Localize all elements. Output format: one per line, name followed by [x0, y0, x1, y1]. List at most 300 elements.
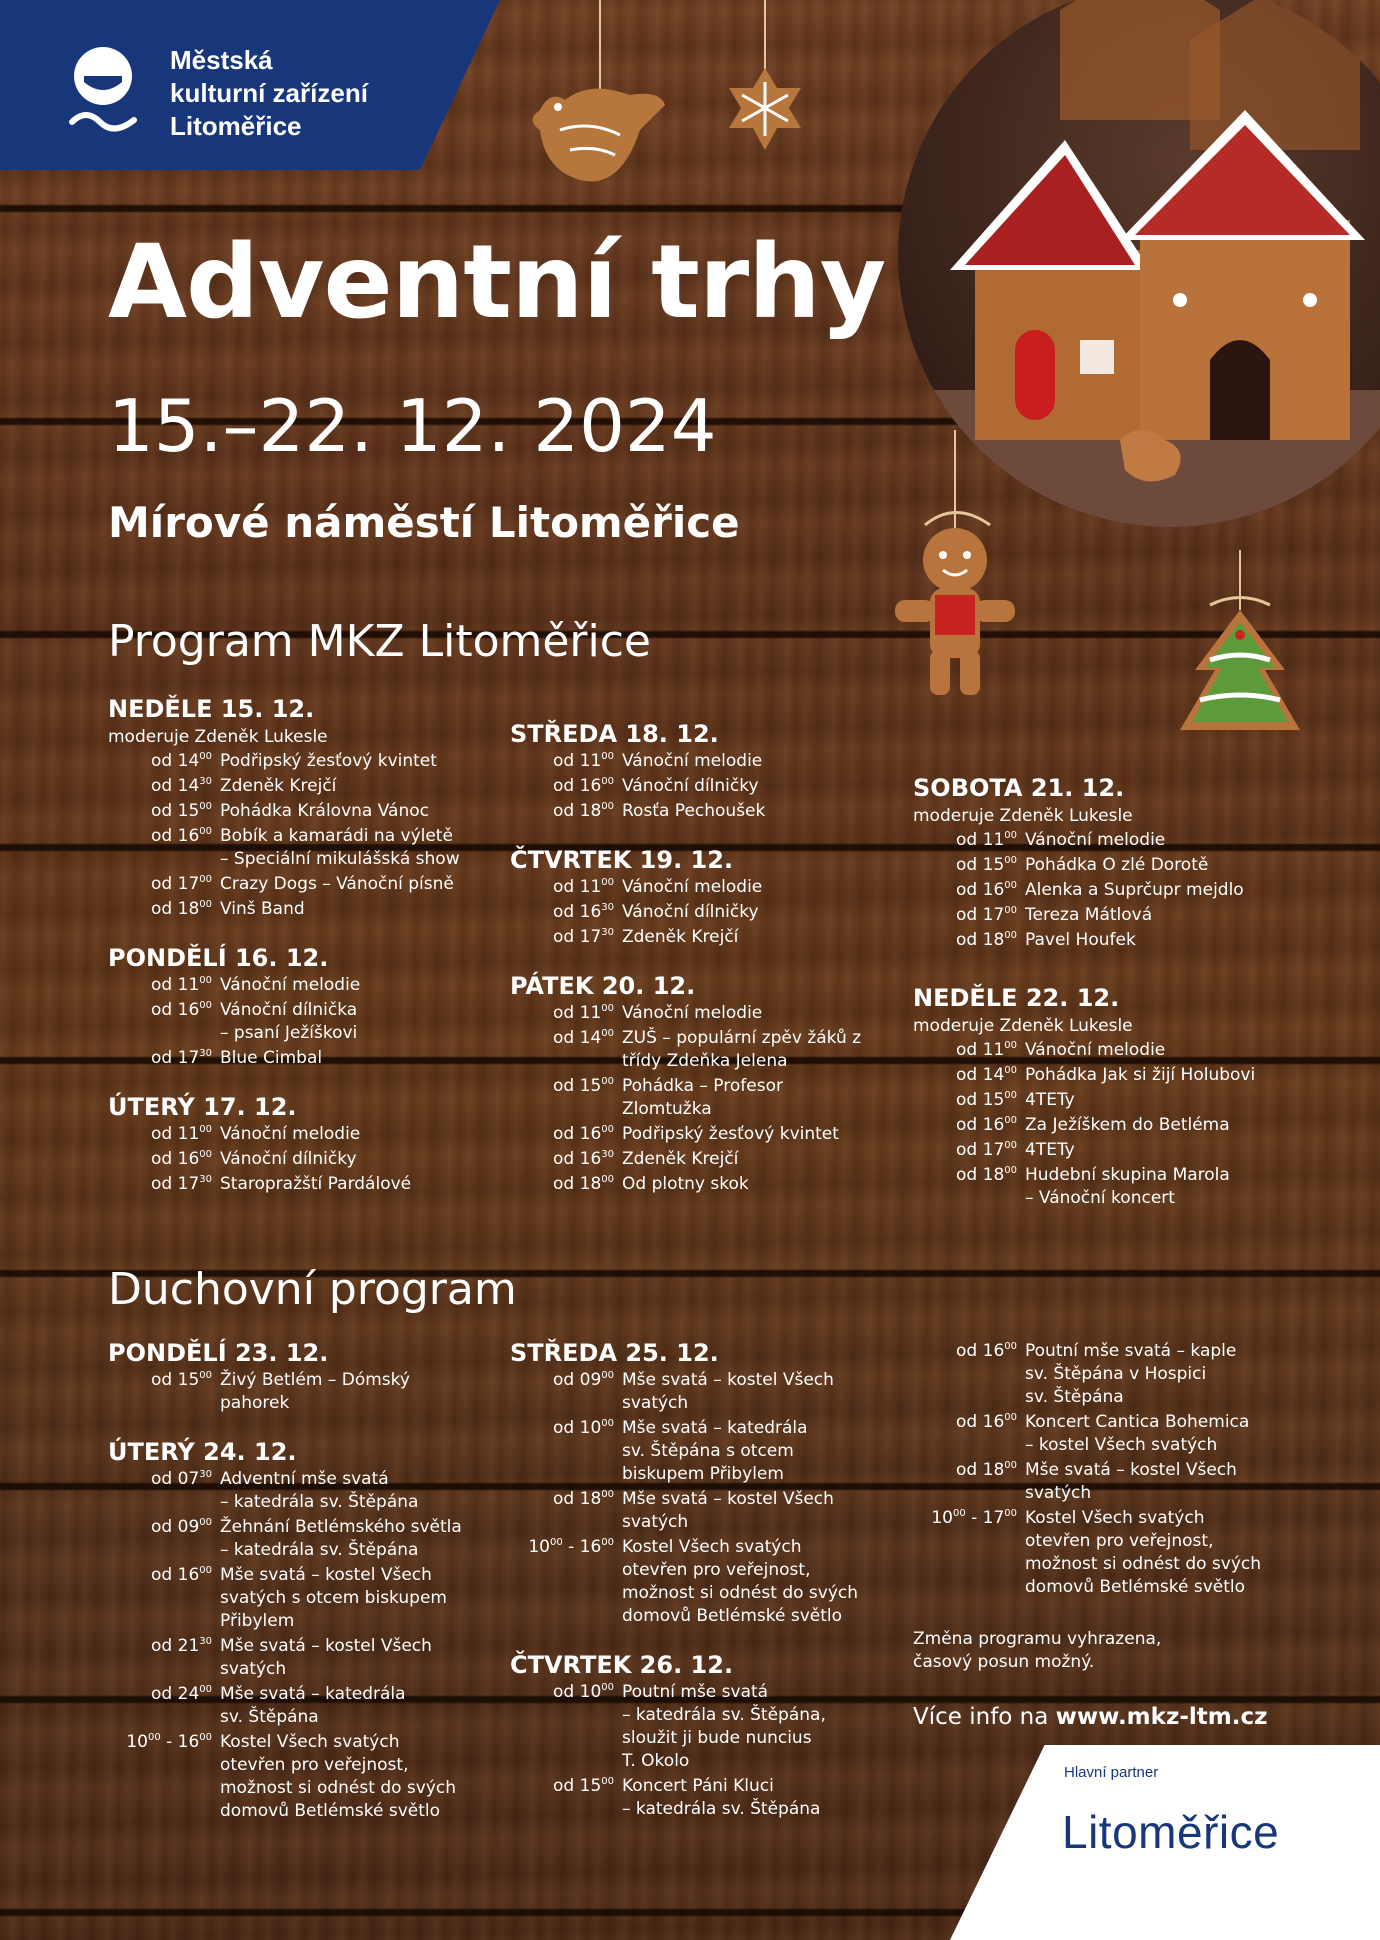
- event-time-hour: od 10: [553, 1682, 602, 1702]
- organizer-name-line3: Litoměřice: [170, 111, 302, 141]
- event-time: [913, 1459, 1025, 1505]
- event-time: [913, 1039, 1025, 1062]
- event-time-minute: 00: [601, 1174, 614, 1185]
- event-row: [913, 1089, 1308, 1112]
- event-venue: Mírové náměstí Litoměřice: [108, 498, 740, 547]
- event-time-minute: 00: [601, 1003, 614, 1014]
- event-row: [510, 1536, 905, 1628]
- event-time: [510, 1075, 622, 1121]
- program-column-2: [510, 719, 905, 1218]
- day-block: [108, 1437, 503, 1823]
- event-time-minute: 00: [1004, 905, 1017, 916]
- event-time-minute: 00: [199, 826, 212, 837]
- event-row: [510, 1369, 905, 1415]
- event-time-hour: od 15: [151, 801, 200, 821]
- event-time-hour: od 11: [553, 751, 602, 771]
- day-heading: STŘEDA 25. 12.: [510, 1339, 719, 1367]
- program-column-3: [913, 773, 1308, 974]
- event-time-hour: od 18: [553, 1174, 602, 1194]
- event-row: [108, 1683, 503, 1729]
- event-time-hour: od 15: [956, 855, 1005, 875]
- event-description: Alenka a Suprčupr mejdlo: [1025, 880, 1244, 900]
- event-row: [510, 1123, 905, 1146]
- event-time: [108, 974, 220, 997]
- event-time-hour: od 11: [151, 975, 200, 995]
- event-time: [913, 929, 1025, 952]
- event-time-minute: 30: [199, 776, 212, 787]
- partner-label: Hlavní partner: [1064, 1764, 1159, 1781]
- event-time: [108, 1173, 220, 1196]
- event-row: [108, 1468, 503, 1514]
- event-row: [108, 750, 503, 773]
- event-row: [510, 1075, 905, 1121]
- event-row: [510, 901, 905, 924]
- event-description: Hudební skupina Marola – Vánoční koncert: [1025, 1165, 1230, 1208]
- event-description: Pohádka O zlé Dorotě: [1025, 855, 1209, 875]
- event-row: [913, 1114, 1308, 1137]
- event-time-hour: od 07: [151, 1469, 200, 1489]
- event-time: [108, 898, 220, 921]
- day-block: [510, 971, 905, 1196]
- event-time-hour: 10: [528, 1537, 550, 1557]
- day-heading: SOBOTA 21. 12.: [913, 774, 1125, 802]
- event-time-minute: 30: [199, 1174, 212, 1185]
- event-time-minute: 00: [1004, 1065, 1017, 1076]
- organizer-name-line1: Městská: [170, 45, 273, 75]
- event-description: Vinš Band: [220, 899, 305, 919]
- event-time: [510, 775, 622, 798]
- event-description: Vánoční melodie: [1025, 1040, 1166, 1060]
- event-row: [510, 1148, 905, 1171]
- day-heading: PONDĚLÍ 16. 12.: [108, 944, 329, 972]
- event-time-minute: 00: [601, 1076, 614, 1087]
- event-time-hour: od 16: [151, 1149, 200, 1169]
- day-heading: ČTVRTEK 26. 12.: [510, 1651, 734, 1679]
- event-description: Zdeněk Krejčí: [622, 1149, 739, 1169]
- event-time-minute: 00: [199, 874, 212, 885]
- day-heading: ÚTERÝ 24. 12.: [108, 1438, 297, 1466]
- event-time: [108, 1148, 220, 1171]
- event-time-minute: 00: [1004, 855, 1017, 866]
- event-time-hour: od 17: [151, 1174, 200, 1194]
- event-time-hour: od 09: [553, 1370, 602, 1390]
- event-row: [510, 1027, 905, 1073]
- program-change-notice: Změna programu vyhrazena, časový posun možný.: [913, 1629, 1162, 1672]
- event-time: [510, 1681, 622, 1773]
- event-time-end-minute: 00: [199, 1732, 212, 1743]
- event-time: [108, 825, 220, 871]
- day-block: [108, 1092, 503, 1196]
- event-time: [913, 1411, 1025, 1457]
- event-description: Mše svatá – kostel Všech svatých s otcem biskupem Přibylem: [220, 1565, 447, 1631]
- event-time-end-minute: 00: [1004, 1508, 1017, 1519]
- event-time: [510, 1417, 622, 1486]
- event-row: [913, 1039, 1308, 1062]
- event-time-hour: od 14: [553, 1028, 602, 1048]
- event-time-hour: od 18: [553, 801, 602, 821]
- event-time: [108, 1468, 220, 1514]
- event-row: [510, 1681, 905, 1773]
- event-time-hour: od 17: [956, 905, 1005, 925]
- event-row: [913, 879, 1308, 902]
- event-row: [913, 929, 1308, 952]
- event-time-hour: od 14: [151, 776, 200, 796]
- day-block: [510, 845, 905, 949]
- event-row: [913, 1411, 1308, 1457]
- moderator-line: moderuje Zdeněk Lukesle: [913, 1016, 1133, 1036]
- event-time-hour: od 16: [151, 1000, 200, 1020]
- event-time-minute: 00: [952, 1508, 966, 1519]
- event-row: [108, 1173, 503, 1196]
- event-time-hour: od 18: [151, 899, 200, 919]
- event-time-hour: od 17: [151, 874, 200, 894]
- event-time-minute: 00: [199, 1684, 212, 1695]
- event-description: Crazy Dogs – Vánoční písně: [220, 874, 454, 894]
- website-link[interactable]: www.mkz-ltm.cz: [1055, 1704, 1268, 1730]
- event-description: Koncert Cantica Bohemica – kostel Všech svatých: [1025, 1412, 1250, 1455]
- event-time: [510, 1775, 622, 1821]
- event-time: [108, 1047, 220, 1070]
- event-time-minute: 00: [601, 801, 614, 812]
- event-time-minute: 00: [601, 1028, 614, 1039]
- event-row: [108, 873, 503, 896]
- day-heading: ÚTERÝ 17. 12.: [108, 1093, 297, 1121]
- event-row: [913, 1164, 1308, 1210]
- event-description: Mše svatá – kostel Všech svatých: [1025, 1460, 1237, 1503]
- event-time: [108, 1683, 220, 1729]
- event-time: [913, 829, 1025, 852]
- event-time-hour: od 16: [553, 1124, 602, 1144]
- event-time-hour: od 16: [956, 1412, 1005, 1432]
- event-description: Živý Betlém – Dómský pahorek: [220, 1370, 410, 1413]
- event-time-end-minute: 00: [601, 1537, 614, 1548]
- event-time-end-hour: - 16: [160, 1732, 200, 1752]
- event-time-minute: 00: [147, 1732, 161, 1743]
- event-time: [510, 1027, 622, 1073]
- event-time-hour: od 17: [553, 927, 602, 947]
- event-time: [913, 1507, 1025, 1599]
- spiritual-column-2: [510, 1338, 905, 1843]
- event-title: Adventní trhy: [108, 223, 886, 342]
- event-time: [913, 879, 1025, 902]
- event-time: [913, 1139, 1025, 1162]
- more-info-prefix: Více info na: [913, 1704, 1056, 1730]
- event-time-hour: od 11: [553, 877, 602, 897]
- day-block: [108, 694, 503, 921]
- event-time-hour: od 10: [553, 1418, 602, 1438]
- event-time: [108, 800, 220, 823]
- event-description: Vánoční melodie: [220, 975, 361, 995]
- event-row: [108, 1369, 503, 1415]
- event-description: Rosťa Pechoušek: [622, 801, 766, 821]
- event-time-minute: 30: [601, 927, 614, 938]
- event-time-minute: 00: [1004, 1115, 1017, 1126]
- event-row: [913, 1459, 1308, 1505]
- event-time-hour: od 16: [151, 1565, 200, 1585]
- event-row: [510, 800, 905, 823]
- organizer-name-line2: kulturní zařízení: [170, 78, 368, 108]
- event-description: Poutní mše svatá – kaple sv. Štěpána v Hospici sv. Štěpána: [1025, 1341, 1237, 1407]
- event-description: Kostel Všech svatých otevřen pro veřejnost, možnost si odnést do svých domovů Betlémské světlo: [622, 1537, 859, 1626]
- event-description: Koncert Páni Kluci – katedrála sv. Štěpána: [622, 1776, 821, 1819]
- event-row: [108, 974, 503, 997]
- event-time-minute: 00: [199, 1565, 212, 1576]
- event-time-minute: 00: [601, 1418, 614, 1429]
- event-dates: 15.–22. 12. 2024: [108, 384, 717, 468]
- moderator-line: moderuje Zdeněk Lukesle: [108, 727, 328, 747]
- event-time-minute: 00: [199, 899, 212, 910]
- event-description: 4TETy: [1025, 1090, 1075, 1110]
- event-row: [108, 898, 503, 921]
- program-section-title: Program MKZ Litoměřice: [108, 616, 651, 667]
- event-time-hour: od 16: [956, 1341, 1005, 1361]
- event-description: Blue Cimbal: [220, 1048, 323, 1068]
- event-time: [510, 1148, 622, 1171]
- day-block: [913, 773, 1308, 952]
- event-description: Pohádka Královna Vánoc: [220, 801, 429, 821]
- event-row: [108, 999, 503, 1045]
- event-time-hour: od 18: [956, 1460, 1005, 1480]
- event-time-minute: 00: [601, 1489, 614, 1500]
- event-time-hour: od 21: [151, 1636, 200, 1656]
- event-time: [108, 775, 220, 798]
- event-time-minute: 30: [601, 1149, 614, 1160]
- event-time-hour: od 11: [151, 1124, 200, 1144]
- event-row: [510, 1173, 905, 1196]
- more-info: [913, 1704, 1267, 1730]
- event-time-minute: 00: [1004, 880, 1017, 891]
- event-time-minute: 00: [601, 751, 614, 762]
- event-description: Vánoční melodie: [1025, 830, 1166, 850]
- day-block: [108, 1338, 503, 1415]
- day-block: [510, 1338, 905, 1628]
- day-heading: ČTVRTEK 19. 12.: [510, 846, 734, 874]
- event-time: [510, 1002, 622, 1025]
- mkz-logo-icon: [68, 46, 138, 136]
- event-time-hour: od 18: [956, 1165, 1005, 1185]
- event-time-minute: 00: [199, 1517, 212, 1528]
- day-heading: STŘEDA 18. 12.: [510, 720, 719, 748]
- event-time-hour: od 17: [956, 1140, 1005, 1160]
- event-description: Vánoční dílničky: [622, 776, 759, 796]
- gingerbread-man-ornament-icon: [885, 430, 1025, 710]
- event-row: [510, 1775, 905, 1821]
- event-time-minute: 00: [199, 751, 212, 762]
- event-time-minute: 00: [601, 1682, 614, 1693]
- partner-logo: Litoměřice: [1062, 1806, 1280, 1858]
- event-time-minute: 00: [1004, 1090, 1017, 1101]
- event-description: Mše svatá – kostel Všech svatých: [622, 1489, 834, 1532]
- event-time-end-hour: - 17: [965, 1508, 1005, 1528]
- event-row: [913, 1340, 1308, 1409]
- event-row: [108, 1148, 503, 1171]
- event-row: [108, 825, 503, 871]
- event-time-minute: 00: [1004, 830, 1017, 841]
- event-time-hour: od 11: [956, 1040, 1005, 1060]
- event-time-minute: 30: [199, 1469, 212, 1480]
- event-description: Adventní mše svatá – katedrála sv. Štěpána: [220, 1469, 419, 1512]
- event-time-hour: od 14: [151, 751, 200, 771]
- event-description: Vánoční melodie: [622, 1003, 763, 1023]
- event-time-hour: od 18: [956, 930, 1005, 950]
- day-block: [510, 1650, 905, 1821]
- event-time-minute: 00: [601, 1370, 614, 1381]
- event-time: [108, 750, 220, 773]
- event-time-minute: 00: [1004, 1165, 1017, 1176]
- event-row: [913, 829, 1308, 852]
- event-time-hour: od 14: [956, 1065, 1005, 1085]
- event-row: [108, 800, 503, 823]
- event-time: [108, 1564, 220, 1633]
- bird-ornament-icon: [520, 0, 680, 200]
- day-block: [913, 983, 1308, 1210]
- event-time-hour: od 16: [553, 776, 602, 796]
- event-description: Vánoční dílničky: [220, 1149, 357, 1169]
- event-time-hour: od 15: [151, 1370, 200, 1390]
- event-row: [108, 1731, 503, 1823]
- event-time-minute: 00: [549, 1537, 563, 1548]
- day-heading: NEDĚLE 15. 12.: [108, 695, 315, 723]
- event-time-minute: 00: [1004, 1412, 1017, 1423]
- event-time: [913, 1114, 1025, 1137]
- event-time-hour: od 16: [553, 902, 602, 922]
- event-time: [510, 901, 622, 924]
- spiritual-section-title: Duchovní program: [108, 1264, 517, 1315]
- event-row: [108, 1123, 503, 1146]
- day-heading: NEDĚLE 22. 12.: [913, 984, 1120, 1012]
- event-time: [510, 1536, 622, 1628]
- event-time: [108, 999, 220, 1045]
- event-row: [510, 775, 905, 798]
- event-description: Za Ježíškem do Betléma: [1025, 1115, 1230, 1135]
- snowflake-ornament-icon: [715, 0, 815, 170]
- event-row: [108, 1635, 503, 1681]
- event-time-hour: od 17: [151, 1048, 200, 1068]
- event-description: Mše svatá – kostel Všech svatých: [622, 1370, 834, 1413]
- event-row: [913, 1139, 1308, 1162]
- event-time: [510, 1123, 622, 1146]
- event-time-hour: od 16: [553, 1149, 602, 1169]
- day-heading: PONDĚLÍ 23. 12.: [108, 1339, 329, 1367]
- event-description: Podřipský žesťový kvintet: [622, 1124, 839, 1144]
- event-description: Poutní mše svatá – katedrála sv. Štěpána, sloužit ji bude nuncius T. Okolo: [622, 1682, 826, 1771]
- event-time-minute: 30: [601, 902, 614, 913]
- event-row: [913, 904, 1308, 927]
- event-description: Kostel Všech svatých otevřen pro veřejnost, možnost si odnést do svých domovů Betlémské světlo: [220, 1732, 457, 1821]
- event-time-minute: 00: [601, 1776, 614, 1787]
- event-time: [108, 1123, 220, 1146]
- event-description: Mše svatá – katedrála sv. Štěpána: [220, 1684, 406, 1727]
- event-time-minute: 00: [1004, 1140, 1017, 1151]
- event-row: [510, 1488, 905, 1534]
- event-description: Pohádka Jak si žijí Holubovi: [1025, 1065, 1256, 1085]
- event-time-hour: od 18: [553, 1489, 602, 1509]
- event-description: ZUŠ – populární zpěv žáků z třídy Zdeňka Jelena: [622, 1028, 862, 1071]
- day-block: [510, 719, 905, 823]
- event-row: [108, 775, 503, 798]
- program-column-1: [108, 694, 503, 1218]
- event-description: Zdeněk Krejčí: [220, 776, 337, 796]
- event-time-hour: od 15: [553, 1076, 602, 1096]
- event-time-minute: 00: [601, 776, 614, 787]
- event-time: [510, 800, 622, 823]
- event-time-minute: 00: [199, 1370, 212, 1381]
- event-row: [108, 1516, 503, 1562]
- event-time-hour: od 11: [553, 1003, 602, 1023]
- event-description: Podřipský žesťový kvintet: [220, 751, 437, 771]
- organizer-name: [170, 44, 368, 143]
- event-description: Vánoční melodie: [622, 751, 763, 771]
- event-description: Vánoční dílnička – psaní Ježíškovi: [220, 1000, 358, 1043]
- event-time-minute: 00: [1004, 1460, 1017, 1471]
- event-time-minute: 00: [601, 1124, 614, 1135]
- event-row: [913, 1064, 1308, 1087]
- event-time-end-hour: - 16: [562, 1537, 602, 1557]
- event-time-minute: 00: [601, 877, 614, 888]
- event-time-hour: od 15: [956, 1090, 1005, 1110]
- event-time: [913, 1089, 1025, 1112]
- event-description: Pohádka – Profesor Zlomtužka: [622, 1076, 783, 1119]
- event-row: [913, 1507, 1308, 1599]
- event-time: [510, 926, 622, 949]
- event-time-minute: 00: [1004, 1040, 1017, 1051]
- event-time-minute: 30: [199, 1048, 212, 1059]
- program-column-3b: [913, 983, 1308, 1232]
- event-time-minute: 00: [199, 1149, 212, 1160]
- event-time-hour: od 16: [151, 826, 200, 846]
- event-time-minute: 00: [1004, 1341, 1017, 1352]
- event-time: [108, 1635, 220, 1681]
- event-description: Od plotny skok: [622, 1174, 749, 1194]
- event-row: [510, 1417, 905, 1486]
- event-description: Staropražští Pardálové: [220, 1174, 412, 1194]
- event-row: [108, 1564, 503, 1633]
- event-time: [913, 904, 1025, 927]
- event-row: [510, 926, 905, 949]
- event-row: [913, 854, 1308, 877]
- event-time-minute: 30: [199, 1636, 212, 1647]
- event-row: [510, 876, 905, 899]
- spiritual-column-3: [913, 1340, 1308, 1621]
- event-time: [510, 750, 622, 773]
- event-time: [510, 876, 622, 899]
- event-time-hour: od 15: [553, 1776, 602, 1796]
- event-description: Mše svatá – katedrála sv. Štěpána s otcem biskupem Přibylem: [622, 1418, 808, 1484]
- event-description: 4TETy: [1025, 1140, 1075, 1160]
- event-time: [108, 1516, 220, 1562]
- event-time-minute: 00: [199, 1000, 212, 1011]
- event-time-hour: od 24: [151, 1684, 200, 1704]
- day-heading: PÁTEK 20. 12.: [510, 972, 696, 1000]
- event-time: [913, 1340, 1025, 1409]
- event-time: [108, 1369, 220, 1415]
- event-time: [510, 1369, 622, 1415]
- moderator-line: moderuje Zdeněk Lukesle: [913, 806, 1133, 826]
- event-description: Tereza Mátlová: [1025, 905, 1153, 925]
- event-time: [510, 1173, 622, 1196]
- event-time-minute: 00: [199, 801, 212, 812]
- event-time-minute: 00: [199, 1124, 212, 1135]
- event-description: Kostel Všech svatých otevřen pro veřejnost, možnost si odnést do svých domovů Betlémské světlo: [1025, 1508, 1262, 1597]
- event-description: Žehnání Betlémského světla – katedrála sv. Štěpána: [220, 1517, 462, 1560]
- event-time: [510, 1488, 622, 1534]
- event-time-hour: od 16: [956, 1115, 1005, 1135]
- day-block: [108, 943, 503, 1070]
- event-time: [913, 1164, 1025, 1210]
- event-time: [913, 1064, 1025, 1087]
- day-block: [913, 1340, 1308, 1599]
- event-time: [913, 854, 1025, 877]
